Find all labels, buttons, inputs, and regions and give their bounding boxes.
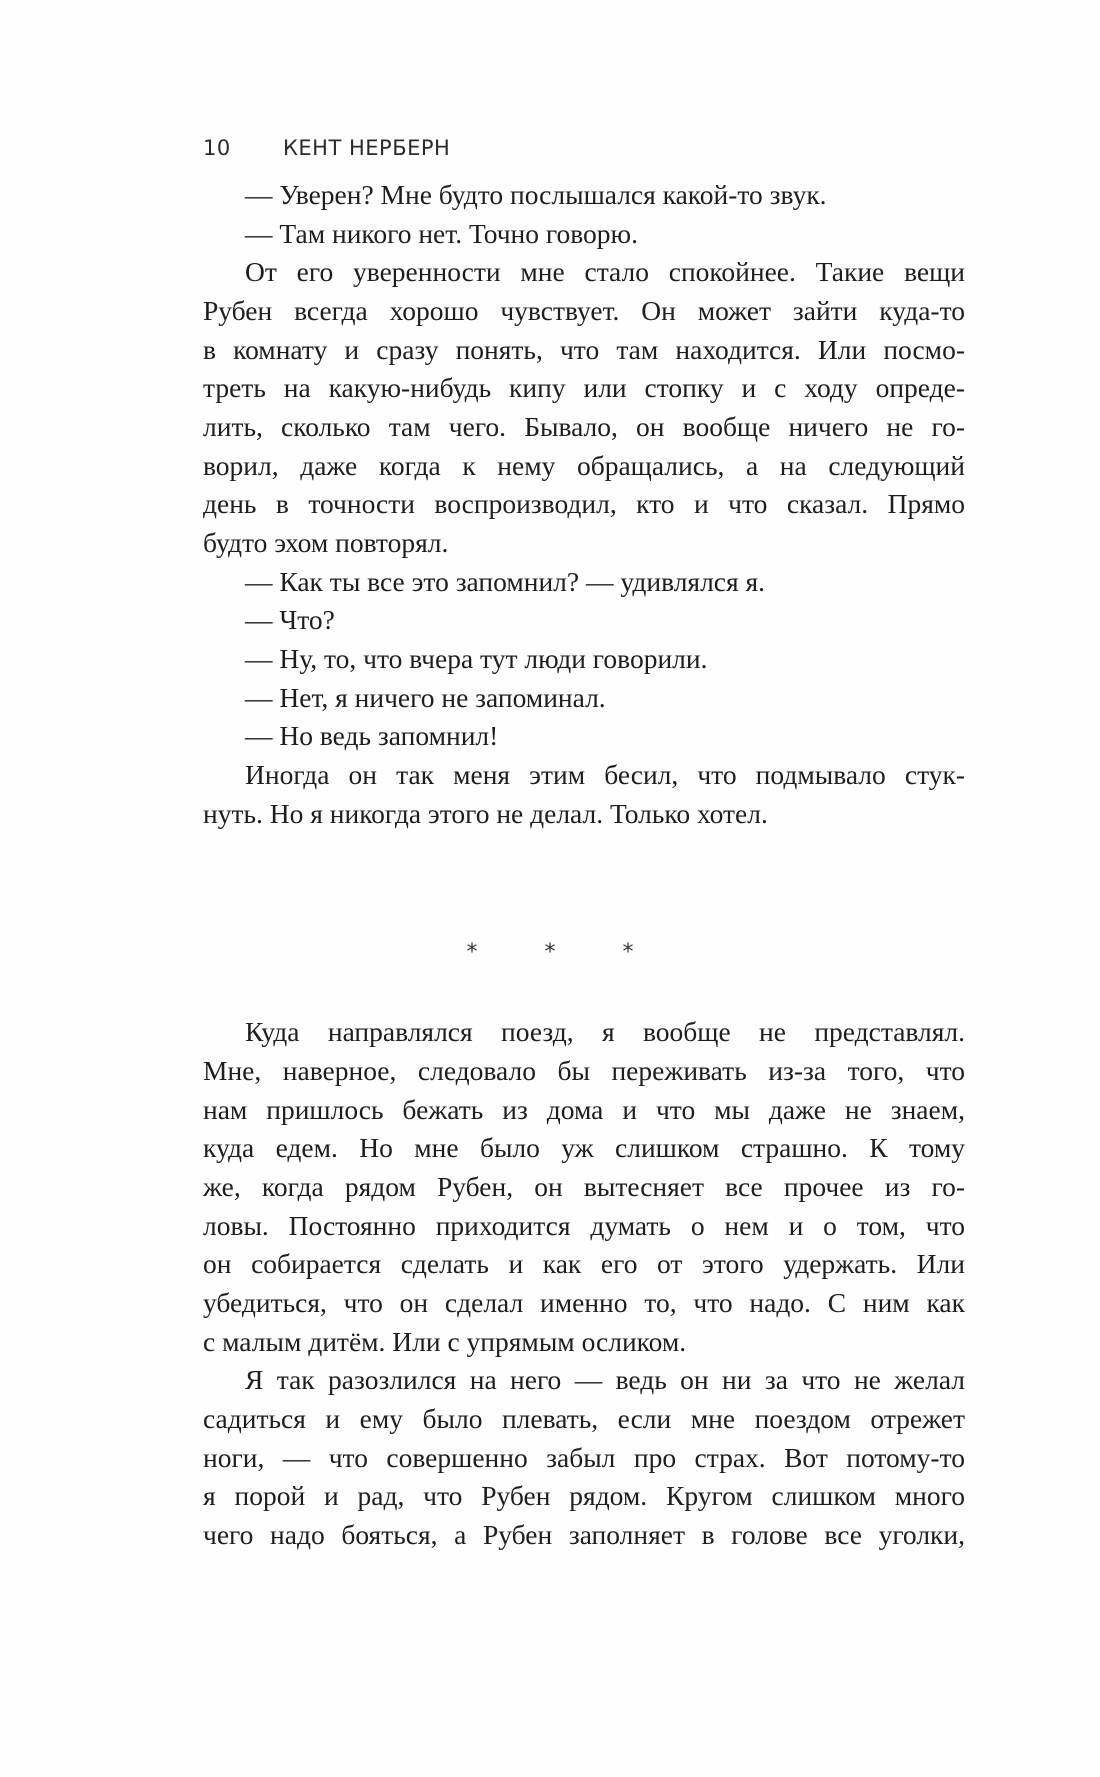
text-line: убедиться, что он сделал именно то, что надо. С ним как (203, 1287, 965, 1318)
text-line: ловы. Постоянно приходится думать о нем и о том, что (203, 1210, 965, 1241)
text-line: день в точности воспроизводил, кто и что сказал. Прямо (203, 488, 965, 519)
text-line: — Что? (245, 604, 335, 635)
text-line: куда едем. Но мне было уж слишком страшно. К тому (203, 1132, 965, 1163)
text-line: Мне, наверное, следовало бы переживать из-за того, что (203, 1055, 965, 1086)
text-line: чего надо бояться, а Рубен заполняет в голове все уголки, (203, 1519, 965, 1550)
text-line: Рубен всегда хорошо чувствует. Он может зайти куда-то (203, 295, 965, 326)
text-line: — Нет, я ничего не запоминал. (245, 682, 606, 713)
page-number: 10 (203, 136, 231, 160)
section-separator: * * * (466, 940, 664, 965)
text-line: ворил, даже когда к нему обращались, а на следующий (203, 450, 965, 481)
text-line: же, когда рядом Рубен, он вытесняет все прочее из го- (203, 1171, 965, 1202)
text-line: — Там никого нет. Точно говорю. (245, 218, 638, 249)
text-line: нам пришлось бежать из дома и что мы даже не знаем, (203, 1094, 965, 1125)
text-line: Иногда он так меня этим бесил, что подмывало стук- (245, 759, 965, 790)
text-line: лить, сколько там чего. Бывало, он вообще ничего не го- (203, 411, 965, 442)
text-line: — Но ведь запомнил! (245, 720, 499, 751)
author-name: КЕНТ НЕРБЕРН (283, 136, 451, 160)
text-line: — Уверен? Мне будто послышался какой-то звук. (245, 179, 827, 210)
text-line: садиться и ему было плевать, если мне поездом отрежет (203, 1403, 965, 1434)
text-line: в комнату и сразу понять, что там находится. Или посмо- (203, 334, 965, 365)
text-line: с малым дитём. Или с упрямым осликом. (203, 1326, 687, 1357)
text-line: треть на какую-нибудь кипу или стопку и с ходу опреде- (203, 372, 965, 403)
running-head (203, 136, 450, 160)
text-line: будто эхом повторял. (203, 527, 449, 558)
text-line: — Ну, то, что вчера тут люди говорили. (245, 643, 708, 674)
text-line: — Как ты все это запомнил? — удивлялся я. (245, 566, 766, 597)
text-line: я порой и рад, что Рубен рядом. Кругом слишком много (203, 1480, 965, 1511)
text-line: нуть. Но я никогда этого не делал. Только хотел. (203, 798, 768, 829)
text-line: Куда направлялся поезд, я вообще не представлял. (245, 1016, 965, 1047)
text-line: От его уверенности мне стало спокойнее. Такие вещи (245, 256, 965, 287)
text-line: Я так разозлился на него — ведь он ни за что не желал (245, 1364, 965, 1395)
text-line: он собирается сделать и как его от этого удержать. Или (203, 1248, 965, 1279)
text-line: ноги, — что совершенно забыл про страх. Вот потому-то (203, 1442, 965, 1473)
